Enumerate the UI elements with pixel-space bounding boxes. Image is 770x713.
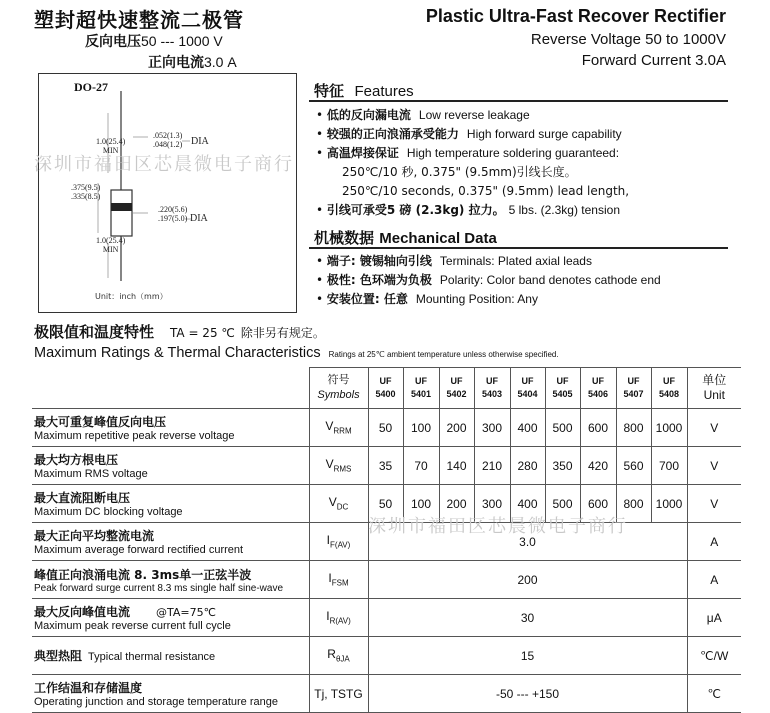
value-cell: 50 — [368, 485, 403, 523]
header-blank — [32, 368, 309, 409]
feature-solder-line-cn: 250℃/10 秒, 0.375" (9.5mm)引线长度。 — [342, 165, 577, 179]
unit-cell: μA — [687, 599, 741, 637]
unit-cell: ℃ — [687, 675, 741, 713]
mechanical-heading: 机械数据 Mechanical Data — [314, 229, 497, 247]
part-header: UF 5400 — [368, 368, 403, 409]
mechanical-list — [316, 252, 661, 309]
value-cell: 50 — [368, 409, 403, 447]
dim-lead-length-top: 1.0(25.4) MIN — [96, 137, 126, 155]
unit-cell: A — [687, 561, 741, 599]
value-cell: 100 — [403, 485, 439, 523]
value-cell: 100 — [403, 409, 439, 447]
param-symbol: $V_{RMS}$ — [309, 447, 368, 485]
cn-forward-label: 正向电流 — [148, 55, 204, 71]
part-header: UF 5403 — [474, 368, 510, 409]
cn-forward-current — [148, 52, 237, 72]
mechanical-divider — [309, 247, 728, 249]
value-cell: 400 — [510, 485, 545, 523]
value-cell: 800 — [616, 409, 651, 447]
package-unit-note: Unit：inch（mm） — [95, 292, 168, 301]
value-cell: 3.0 — [368, 523, 687, 561]
features-divider — [309, 100, 728, 102]
en-forward-current: Forward Current 3.0A — [581, 52, 726, 69]
features-heading: 特征 Features — [314, 82, 414, 100]
feature-item: • 高温焊接保证 High temperature soldering guaranteed: — [316, 146, 620, 160]
param-symbol: $V_{RRM}$ — [309, 409, 368, 447]
value-cell: 350 — [545, 447, 580, 485]
dim-body-dia-label: DIA — [190, 213, 208, 224]
param-symbol: $R_{\theta JA}$ — [309, 637, 368, 675]
cn-title: 塑封超快速整流二极管 — [34, 8, 244, 32]
value-cell: 200 — [439, 485, 474, 523]
value-cell: -50 --- +150 — [368, 675, 687, 713]
feature-list — [316, 106, 629, 220]
value-cell: 500 — [545, 409, 580, 447]
dim-lead-dia: .052(1.3) .048(1.2) — [153, 131, 183, 149]
param-symbol: $I_{FSM}$ — [309, 561, 368, 599]
value-cell: 210 — [474, 447, 510, 485]
param-symbol: Tj, TSTG — [309, 675, 368, 713]
value-cell: 600 — [580, 409, 616, 447]
value-cell: 140 — [439, 447, 474, 485]
table-row — [32, 447, 741, 485]
value-cell: 30 — [368, 599, 687, 637]
unit-cell: A — [687, 523, 741, 561]
param-desc: 典型热阻 Typical thermal resistance — [32, 637, 309, 675]
value-cell: 35 — [368, 447, 403, 485]
feature-item: • 引线可承受5 磅 (2.3kg) 拉力。 5 lbs. (2.3kg) tension — [316, 203, 620, 217]
value-cell: 280 — [510, 447, 545, 485]
symbols-header: 符号 Symbols — [309, 368, 368, 409]
value-cell: 300 — [474, 409, 510, 447]
table-header-row — [32, 368, 741, 409]
feature-item: • 较强的正向浪涌承受能力 High forward surge capability — [316, 127, 622, 141]
table-row — [32, 675, 741, 713]
unit-cell: V — [687, 485, 741, 523]
ratings-heading-en: Maximum Ratings & Thermal Characteristics Ratings at 25℃ ambient temperature unless otherwise specified. — [34, 345, 559, 361]
param-desc: 最大直流阻断电压 Maximum DC blocking voltage — [32, 485, 309, 523]
param-desc: 最大正向平均整流电流 Maximum average forward rectified current — [32, 523, 309, 561]
cn-reverse-label: 反向电压 — [85, 34, 141, 50]
param-desc: 最大均方根电压 Maximum RMS voltage — [32, 447, 309, 485]
dim-lead-dia-label: DIA — [191, 136, 209, 147]
value-cell: 200 — [439, 409, 474, 447]
ratings-heading-cn: 极限值和温度特性 TA = 25 ℃ 除非另有规定。 — [34, 323, 325, 341]
part-header: UF 5407 — [616, 368, 651, 409]
value-cell: 400 — [510, 409, 545, 447]
param-symbol: $I_{R(AV)}$ — [309, 599, 368, 637]
value-cell: 560 — [616, 447, 651, 485]
param-symbol: $I_{F(AV)}$ — [309, 523, 368, 561]
cn-forward-value: 3.0 A — [204, 54, 237, 70]
value-cell: 800 — [616, 485, 651, 523]
table-row — [32, 561, 741, 599]
feature-item: • 低的反向漏电流 Low reverse leakage — [316, 108, 530, 122]
dim-lead-length-bottom: 1.0(25.4) MIN — [96, 236, 126, 254]
part-header: UF 5405 — [545, 368, 580, 409]
value-cell: 700 — [651, 447, 687, 485]
value-cell: 300 — [474, 485, 510, 523]
value-cell: 70 — [403, 447, 439, 485]
table-row — [32, 637, 741, 675]
mechanical-item: • 端子: 镀锡轴向引线 Terminals: Plated axial leads — [316, 254, 592, 268]
watermark-text: 深圳市福田区芯晨微电子商行 — [368, 516, 628, 537]
package-name: DO-27 — [74, 80, 108, 94]
dim-body-dia: .220(5.6) .197(5.0) — [158, 205, 188, 223]
param-symbol: $V_{DC}$ — [309, 485, 368, 523]
mechanical-item: • 安装位置: 任意 Mounting Position: Any — [316, 292, 538, 306]
unit-header: 单位 Unit — [687, 368, 741, 409]
cn-reverse-value: 50 --- 1000 V — [141, 33, 223, 49]
value-cell: 500 — [545, 485, 580, 523]
unit-cell: V — [687, 409, 741, 447]
value-cell: 1000 — [651, 485, 687, 523]
en-reverse-voltage: Reverse Voltage 50 to 1000V — [530, 31, 726, 48]
value-cell: 15 — [368, 637, 687, 675]
value-cell: 1000 — [651, 409, 687, 447]
value-cell: 600 — [580, 485, 616, 523]
value-cell: 420 — [580, 447, 616, 485]
param-desc: 工作结温和存储温度 Operating junction and storage temperature range — [32, 675, 309, 713]
param-desc: 峰值正向浪涌电流 8. 3ms单一正弦半波 Peak forward surge current 8.3 ms single half sine-wave — [32, 561, 309, 599]
dim-body-length: .375(9.5) .335(8.5) — [71, 183, 101, 201]
unit-cell: ℃/W — [687, 637, 741, 675]
unit-cell: V — [687, 447, 741, 485]
part-header: UF 5402 — [439, 368, 474, 409]
table-row — [32, 599, 741, 637]
table-row — [32, 409, 741, 447]
part-header: UF 5401 — [403, 368, 439, 409]
cn-reverse-voltage — [85, 31, 223, 51]
ratings-table — [32, 367, 741, 713]
en-title: Plastic Ultra-Fast Recover Rectifier — [425, 6, 726, 26]
watermark-text: 深圳市福田区芯晨微电子商行 — [34, 154, 294, 175]
mechanical-item: • 极性: 色环端为负极 Polarity: Color band denotes cathode end — [316, 273, 661, 287]
part-header: UF 5406 — [580, 368, 616, 409]
param-desc: 最大反向峰值电流 @TA=75℃ Maximum peak reverse current full cycle — [32, 599, 309, 637]
param-desc: 最大可重复峰值反向电压 Maximum repetitive peak reverse voltage — [32, 409, 309, 447]
part-header: UF 5404 — [510, 368, 545, 409]
value-cell: 200 — [368, 561, 687, 599]
part-header: UF 5408 — [651, 368, 687, 409]
feature-solder-line-en: 250℃/10 seconds, 0.375" (9.5mm) lead length, — [342, 184, 630, 198]
